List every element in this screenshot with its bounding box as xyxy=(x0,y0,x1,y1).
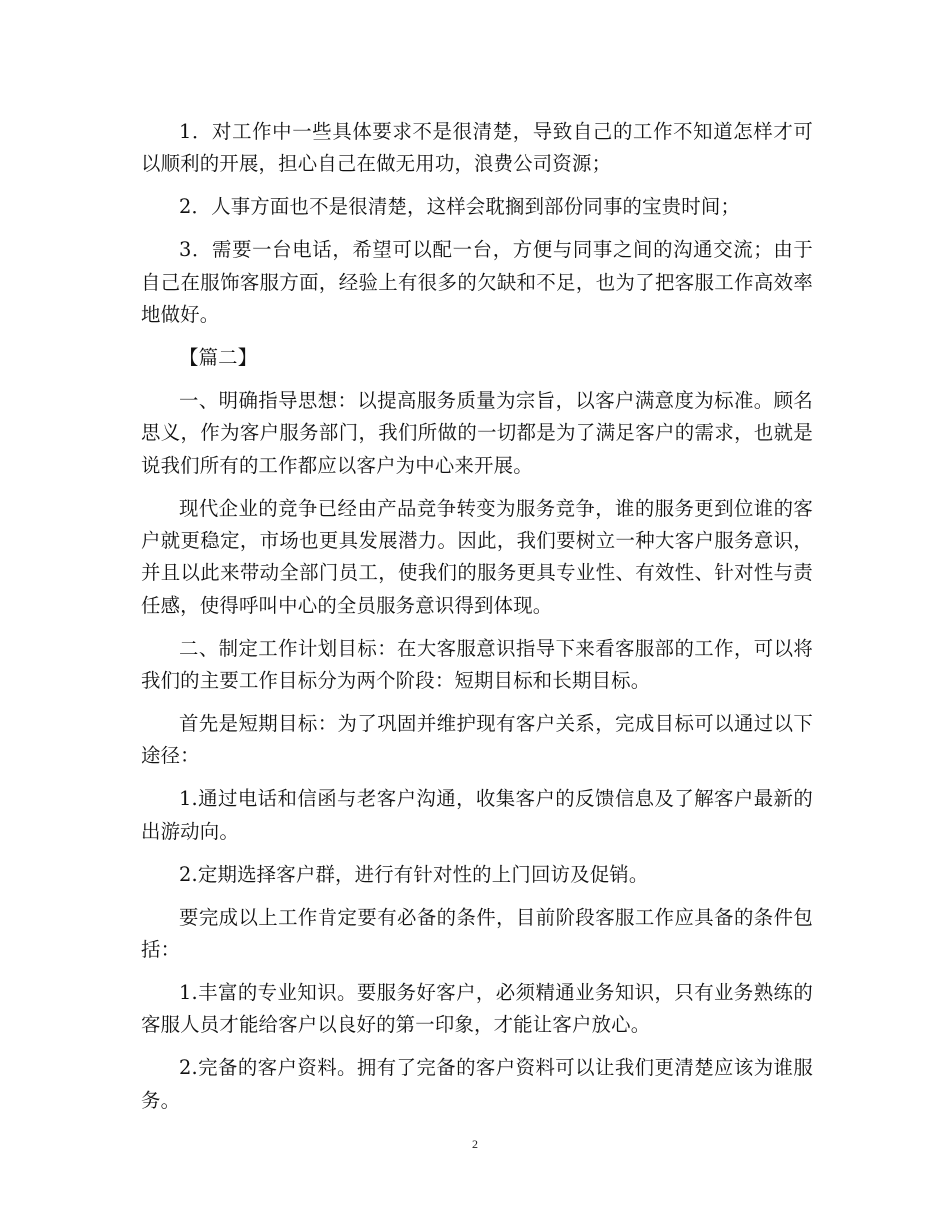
paragraph-10: 2.定期选择客户群，进行有针对性的上门回访及促销。 xyxy=(179,862,649,886)
section-heading: 【篇二】 xyxy=(179,345,258,369)
page-number: 2 xyxy=(472,1137,478,1151)
paragraph-9: 1.通过电话和信函与老客户沟通，收集客户的反馈信息及了解客户最新的出游动向。 xyxy=(141,787,813,843)
paragraph-7: 二、制定工作计划目标：在大客服意识指导下来看客服部的工作，可以将我们的主要工作目标分为两个阶段：短期目标和长期目标。 xyxy=(141,636,813,693)
paragraph-2: 2．人事方面也不是很清楚，这样会耽搁到部份同事的宝贵时间； xyxy=(179,195,741,219)
paragraph-8: 首先是短期目标：为了巩固并维护现有客户关系，完成目标可以通过以下途径： xyxy=(141,712,813,768)
paragraph-3: 3．需要一台电话，希望可以配一台，方便与同事之间的沟通交流；由于自己在服饰客服方面，经验上有很多的欠缺和不足，也为了把客服工作高效率地做好。 xyxy=(141,238,813,327)
paragraph-12: 1.丰富的专业知识。要服务好客户，必须精通业务知识，只有业务熟练的客服人员才能给客户以良好的第一印象，才能让客户放心。 xyxy=(141,980,813,1037)
document-body xyxy=(141,116,813,1117)
paragraph-5: 一、明确指导思想：以提高服务质量为宗旨，以客户满意度为标准。顾名思义，作为客户服务部门，我们所做的一切都是为了满足客户的需求，也就是说我们所有的工作都应以客户为中心来开展。 xyxy=(141,388,813,477)
paragraph-6: 现代企业的竞争已经由产品竞争转变为服务竞争，谁的服务更到位谁的客户就更稳定，市场也更具发展潜力。因此，我们要树立一种大客户服务意识，并且以此来带动全部门员工，使我们的服务更具专业性、有效性、针对性与责任感，使得呼叫中心的全员服务意识得到体现。 xyxy=(141,496,813,617)
paragraph-11: 要完成以上工作肯定要有必备的条件，目前阶段客服工作应具备的条件包括： xyxy=(141,905,813,961)
paragraph-1: 1．对工作中一些具体要求不是很清楚，导致自己的工作不知道怎样才可以顺利的开展，担心自己在做无用功，浪费公司资源； xyxy=(141,120,813,176)
paragraph-13: 2.完备的客户资料。拥有了完备的客户资料可以让我们更清楚应该为谁服务。 xyxy=(141,1056,813,1112)
